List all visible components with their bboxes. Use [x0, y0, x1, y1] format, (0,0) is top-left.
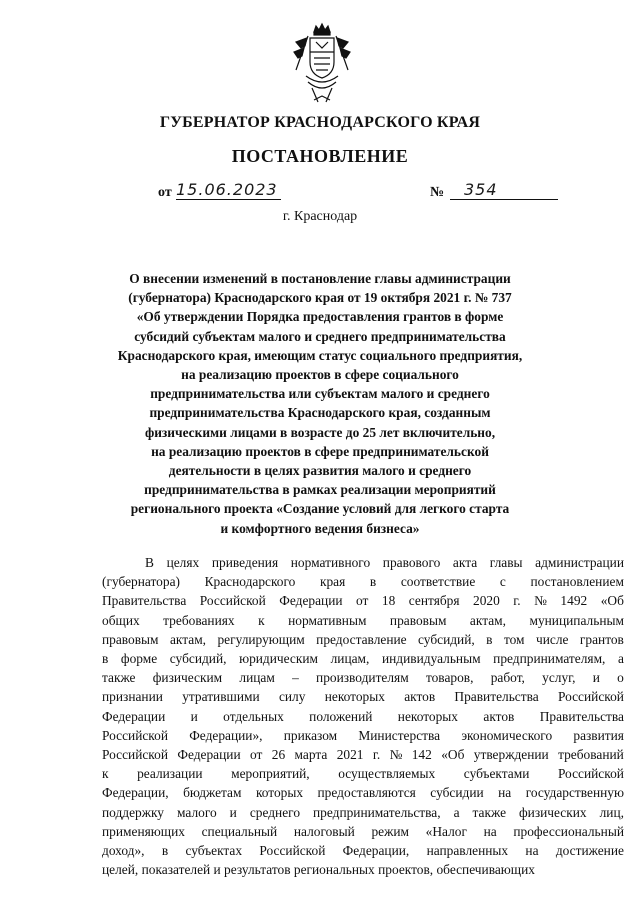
- body-word: сентября: [408, 593, 460, 609]
- body-word: «Об: [600, 593, 624, 609]
- body-word: предпринимательства,: [313, 804, 441, 820]
- body-line: [102, 572, 624, 591]
- document-type-heading: ПОСТАНОВЛЕНИЕ: [231, 146, 409, 166]
- body-word: субъектах: [185, 843, 243, 859]
- title-line: О внесении изменений в постановление главы администрации: [129, 271, 511, 286]
- body-word: в: [161, 843, 169, 859]
- body-word: приведения: [211, 555, 279, 570]
- body-word: услуг,: [542, 670, 576, 686]
- body-word: предоставление: [316, 631, 407, 647]
- body-word: 2021: [336, 747, 364, 763]
- body-word: №: [534, 593, 547, 609]
- body-word: края: [319, 574, 346, 590]
- body-word: признании: [102, 689, 163, 705]
- body-word: доход»,: [102, 843, 145, 859]
- body-word: среднего: [249, 804, 301, 820]
- body-word: Правительства: [102, 593, 187, 609]
- body-word: утратившими: [182, 689, 260, 705]
- title-line: регионального проекта «Создание условий для легкого старта: [130, 501, 510, 517]
- body-word: требованиях: [163, 612, 235, 628]
- body-word: Федерации,: [102, 785, 169, 801]
- body-word: «Об: [441, 747, 465, 763]
- date-number-line: [158, 180, 558, 205]
- title-line: Краснодарского края, имеющим статус социального предприятия,: [117, 347, 523, 363]
- title-line: предпринимательства Краснодарского края, созданным: [149, 405, 491, 421]
- body-word: Российской: [102, 747, 168, 763]
- body-word: производителям: [316, 670, 409, 686]
- body-word: 2020: [473, 593, 500, 609]
- body-word: постановлением: [530, 574, 624, 590]
- body-word: Краснодарского: [204, 574, 296, 590]
- title-line: на реализацию проектов в сфере предпринимательской: [151, 443, 489, 459]
- body-word: Правительства: [454, 689, 539, 705]
- body-word: индивидуальным: [381, 651, 481, 667]
- title-line: субсидий субъектам малого и среднего предпринимательства: [134, 328, 506, 344]
- body-word: Российской: [557, 689, 624, 705]
- body-word: актам,: [169, 631, 207, 647]
- body-word: отдельных: [223, 708, 284, 724]
- title-line: физическими лицами в возрасте до 25 лет включительно,: [144, 424, 496, 440]
- body-word: главы: [489, 555, 523, 570]
- title-line: предпринимательства в рамках реализации мероприятий: [144, 482, 496, 498]
- body-word: субсидий,: [418, 631, 475, 647]
- body-word: направленных: [426, 843, 509, 859]
- body-word: субсидии: [430, 785, 484, 801]
- body-word: г.: [372, 747, 381, 763]
- body-word: экономического: [461, 727, 553, 743]
- body-word: том: [503, 631, 525, 647]
- body-word: на: [525, 843, 539, 859]
- body-line: [102, 611, 624, 630]
- body-word: развития: [573, 727, 624, 743]
- body-word: специальный: [201, 823, 278, 839]
- body-word: налоговый: [293, 823, 355, 839]
- body-word: поддержку: [102, 804, 165, 820]
- body-word: мероприятий,: [231, 766, 310, 782]
- body-line: [102, 783, 624, 802]
- document-date: 15.06.2023: [176, 180, 281, 200]
- body-line: целей, показателей и результатов региональных проектов, обеспечивающих: [102, 862, 535, 878]
- body-word: Федерации»,: [189, 727, 263, 743]
- body-word: лицам,: [330, 651, 370, 667]
- body-word: предоставляются: [317, 785, 416, 801]
- authority-heading: ГУБЕРНАТОР КРАСНОДАРСКОГО КРАЯ: [159, 114, 481, 131]
- body-word: Федерации: [177, 747, 241, 763]
- body-word: юридическим: [239, 651, 319, 667]
- body-word: достижение: [555, 843, 624, 859]
- body-word: некоторых: [324, 689, 385, 705]
- body-word: Министерства: [358, 727, 441, 743]
- title-line: деятельности в целях развития малого и среднего: [168, 463, 472, 479]
- body-word: а: [617, 651, 624, 667]
- body-word: №: [389, 747, 403, 763]
- body-word: общих: [102, 612, 140, 628]
- body-word: грантов: [579, 631, 624, 647]
- body-word: а: [453, 804, 460, 820]
- body-word: к: [258, 612, 265, 628]
- body-word: актов: [404, 689, 436, 705]
- body-word: малого: [177, 804, 217, 820]
- body-word: 26: [271, 747, 286, 763]
- body-word: Российской: [557, 766, 624, 782]
- number-prefix: №: [430, 185, 445, 200]
- body-line: [102, 841, 624, 860]
- body-line: [102, 707, 624, 726]
- body-line: [102, 822, 624, 841]
- body-word: предпринимателям,: [493, 651, 606, 667]
- body-word: Федерации: [102, 708, 166, 724]
- body-word: соответствие: [400, 574, 476, 590]
- document-number: 354: [450, 180, 558, 200]
- document-title: [100, 269, 540, 538]
- body-word: утверждении: [473, 747, 549, 763]
- body-word: целях: [166, 555, 200, 570]
- title-line: «Об утверждении Порядка предоставления грантов в форме: [136, 309, 504, 325]
- title-line: (губернатора) Краснодарского края от 19 октября 2021 г. № 737: [128, 290, 512, 306]
- title-line: предпринимательства или субъектам малого и среднего: [150, 386, 490, 402]
- body-word: «Налог: [425, 823, 467, 839]
- body-line: [102, 649, 624, 668]
- body-word: регулирующим: [217, 631, 305, 647]
- body-word: акта: [452, 555, 478, 570]
- body-word: и: [592, 670, 600, 686]
- body-word: актов: [483, 708, 515, 724]
- body-word: профессиональный: [513, 823, 624, 839]
- body-word: в: [102, 651, 109, 667]
- body-word: г.: [513, 593, 521, 609]
- body-word: муниципальным: [529, 612, 624, 628]
- body-line: [102, 803, 624, 822]
- coat-of-arms-emblem: [292, 22, 352, 106]
- body-word: –: [292, 670, 299, 686]
- body-word: форме: [120, 651, 158, 667]
- body-word: Российской: [102, 727, 168, 743]
- body-word: осуществляемых: [338, 766, 436, 782]
- body-line: [102, 591, 624, 610]
- body-word: от: [356, 593, 369, 609]
- body-word: бюджетам: [183, 785, 242, 801]
- body-word: в: [369, 574, 377, 590]
- body-word: правовым: [102, 631, 159, 647]
- body-word: нормативным: [288, 612, 367, 628]
- body-line: [102, 745, 624, 764]
- body-word: субъектами: [463, 766, 530, 782]
- body-word: и: [190, 708, 198, 724]
- body-word: реализации: [137, 766, 203, 782]
- body-word: Федерации,: [342, 843, 410, 859]
- title-line: и комфортного ведения бизнеса»: [220, 520, 420, 536]
- body-word: которых: [255, 785, 304, 801]
- body-word: на: [483, 823, 497, 839]
- body-word: государственную: [525, 785, 624, 801]
- body-line: [102, 726, 624, 745]
- body-word: лиц,: [599, 804, 624, 820]
- body-word: работ,: [490, 670, 525, 686]
- body-word: в: [486, 631, 493, 647]
- city-line: г. Краснодар: [282, 209, 358, 224]
- body-word: 142: [411, 747, 432, 763]
- body-word: Федерации: [279, 593, 343, 609]
- body-word: Российской: [259, 843, 326, 859]
- body-word: и: [229, 804, 237, 820]
- body-word: также: [472, 804, 507, 820]
- body-word: требований: [558, 747, 624, 763]
- body-word: с: [499, 574, 506, 590]
- body-word: актам,: [469, 612, 506, 628]
- date-prefix: от: [158, 185, 172, 200]
- body-word: на: [498, 785, 512, 801]
- body-word: лицам: [239, 670, 275, 686]
- body-word: числе: [535, 631, 569, 647]
- body-line: [102, 630, 624, 649]
- body-word: режим: [371, 823, 409, 839]
- title-line: на реализацию проектов в сфере социального: [181, 367, 459, 383]
- body-word: субсидий,: [169, 651, 227, 667]
- body-word: о: [617, 670, 624, 686]
- body-word: физическим: [152, 670, 223, 686]
- body-word: к: [102, 766, 109, 782]
- body-word: правовым: [389, 612, 447, 628]
- body-word: В: [145, 555, 154, 570]
- body-word: правового: [382, 555, 441, 570]
- body-word: марта: [294, 747, 328, 763]
- body-word: также: [102, 670, 136, 686]
- body-word: Российской: [199, 593, 266, 609]
- body-word: от: [250, 747, 263, 763]
- body-word: 18: [381, 593, 396, 609]
- body-word: нормативного: [290, 555, 371, 570]
- body-word: положений: [309, 708, 373, 724]
- body-line: [102, 668, 624, 687]
- body-word: некоторых: [397, 708, 458, 724]
- body-word: 1492: [560, 593, 588, 609]
- body-word: силу: [278, 689, 306, 705]
- body-line: [102, 553, 624, 572]
- body-word: физических: [519, 804, 587, 820]
- body-word: Правительства: [539, 708, 624, 724]
- body-word: (губернатора): [102, 574, 180, 590]
- body-line: [102, 687, 624, 706]
- body-word: применяющих: [102, 823, 185, 839]
- body-line: [102, 764, 624, 783]
- body-word: приказом: [283, 727, 338, 743]
- document-body: [102, 553, 624, 879]
- body-word: товаров,: [425, 670, 474, 686]
- body-word: администрации: [535, 555, 624, 570]
